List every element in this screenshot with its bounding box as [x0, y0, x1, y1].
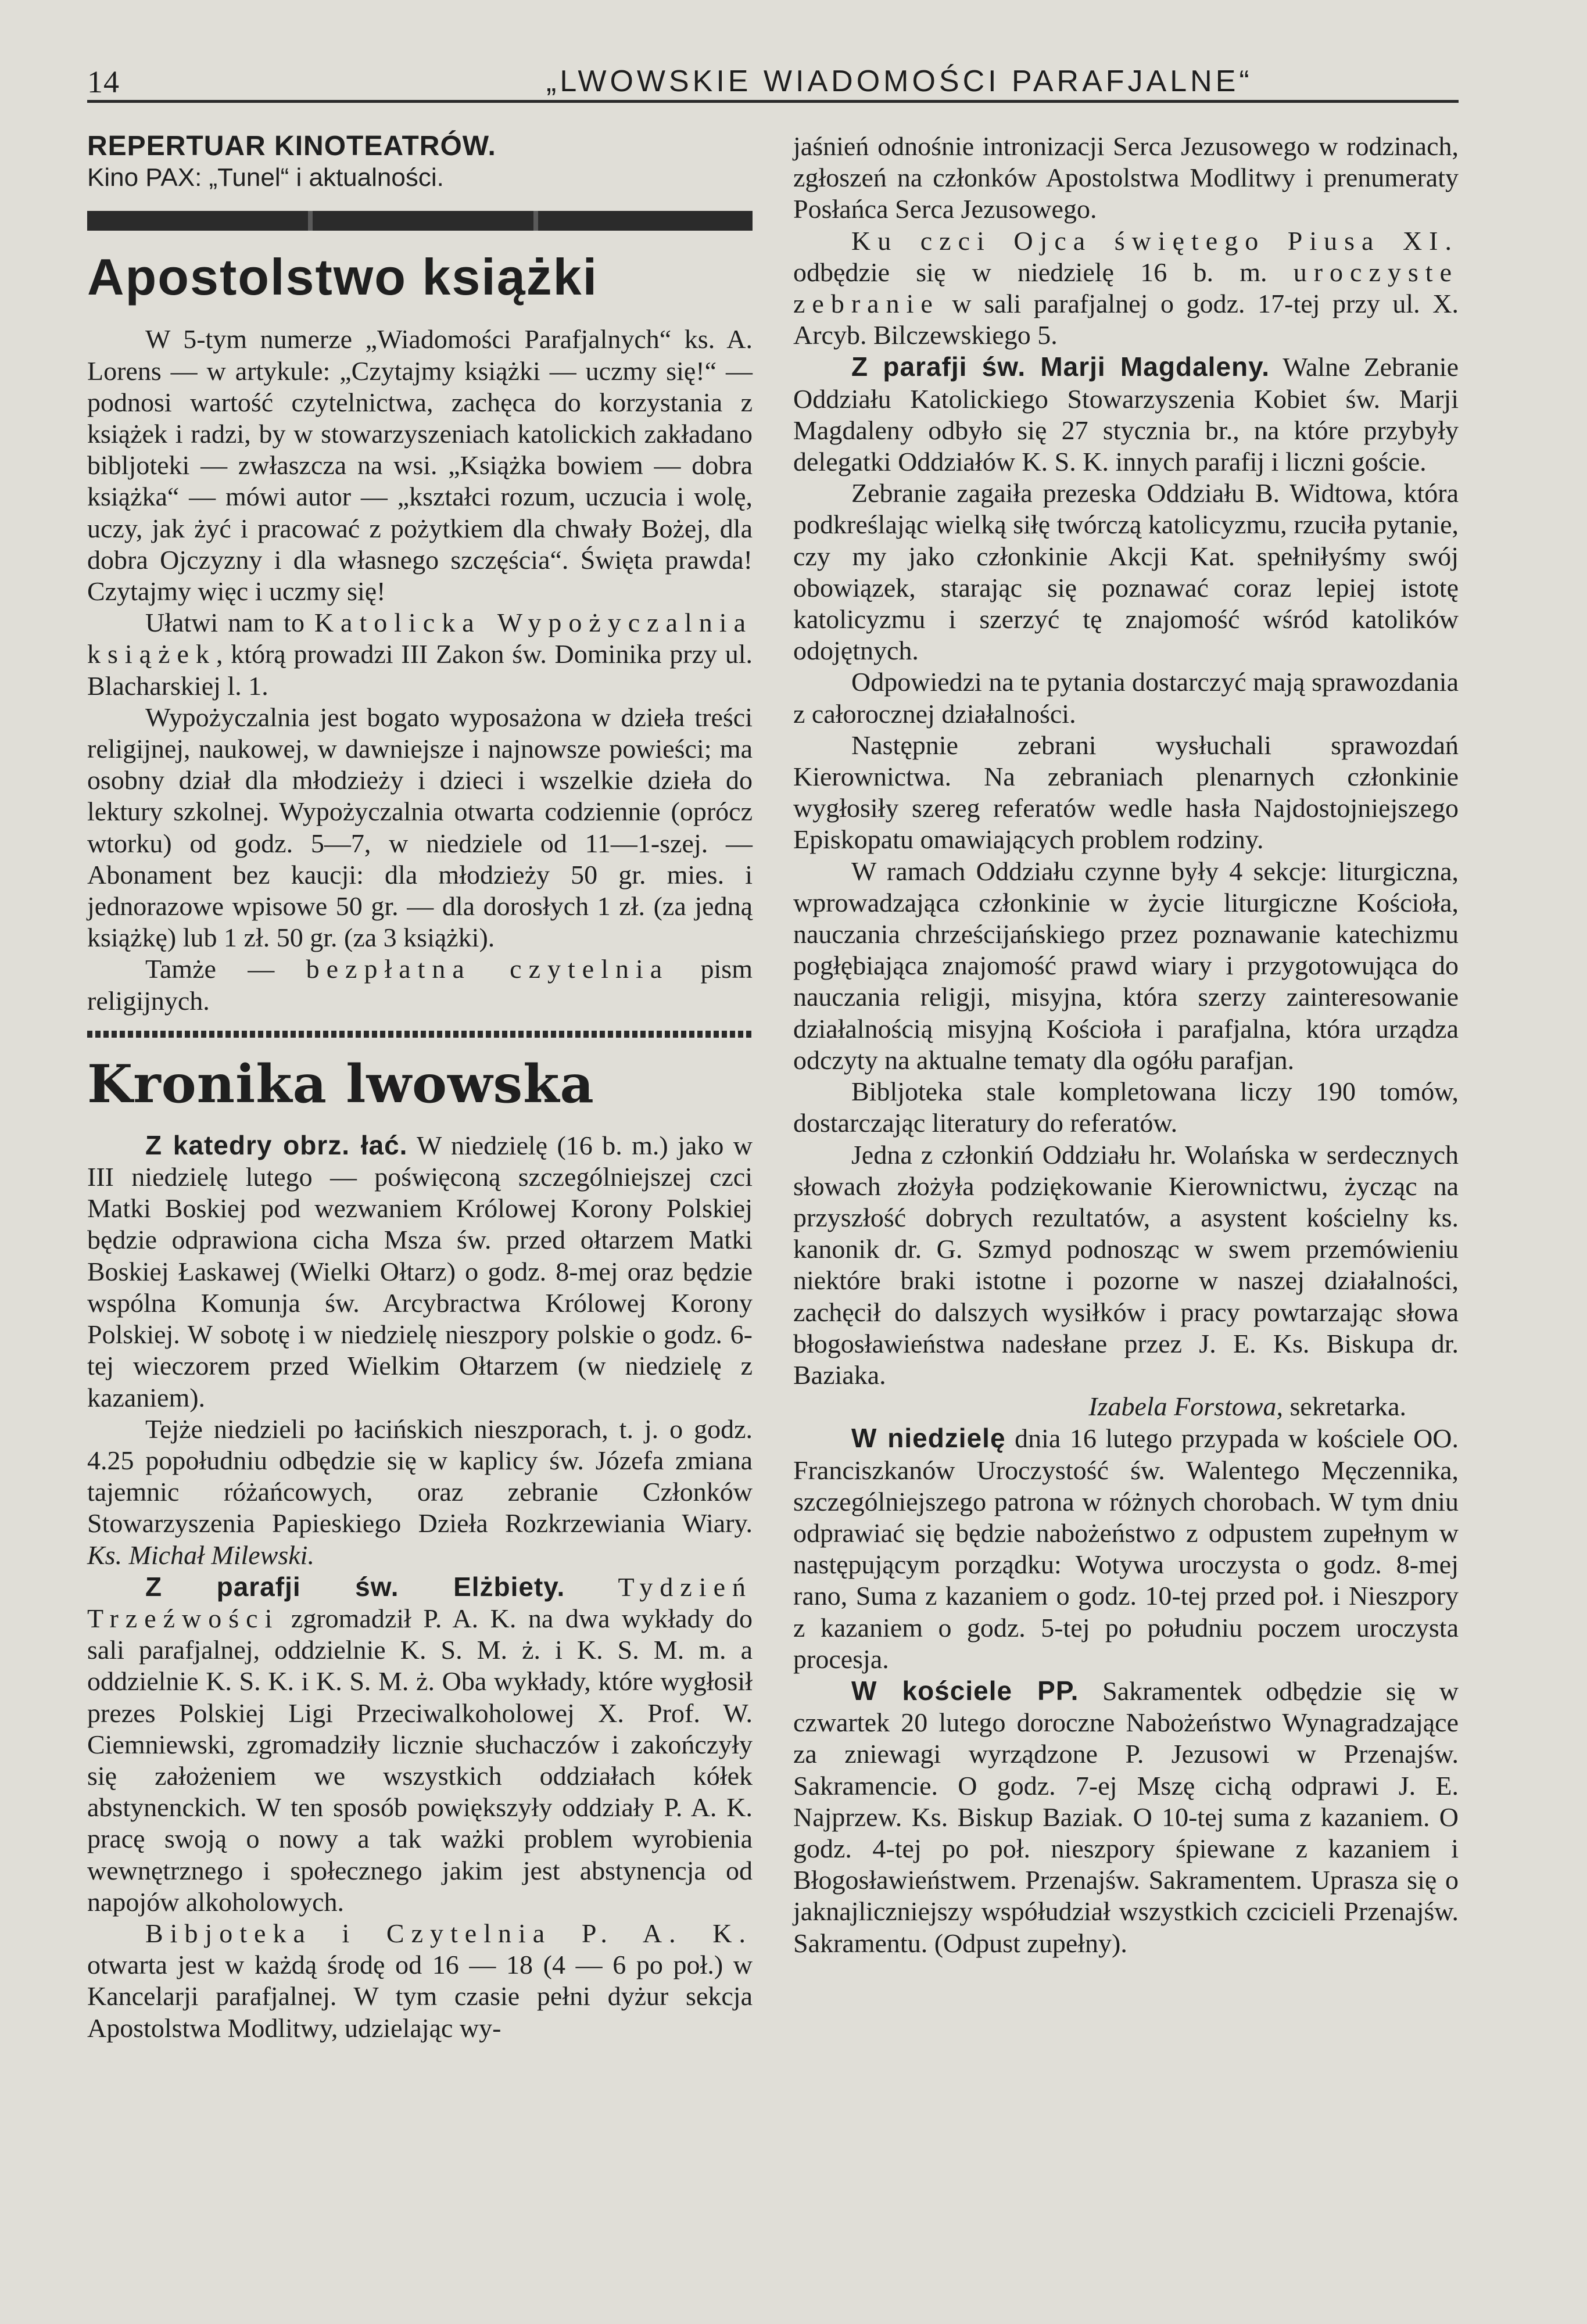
- text: zgromadził P. A. K. na dwa wykłady do sali parafjalnej, oddzielnie K. S. M. ż. i K. S. M. m. a oddzielnie K. S. K. i K. S. M. ż. Oba wykłady, które wygłosił prezes Polskiej Ligi Przeciwalkoholowej X. Prof. W. Ciemniewski, zgromadziły licznie słuchaczów i zakończyły się założeniem we wszystkich oddziałach kółek abstynenckich. W ten sposób powiększyły oddziały P. A. K. pracę swoją o nowy a tak ważki problem wyrobienia wewnętrznego i społecznego jakim jest abstynencja od napojów alkoholowych.: [87, 1603, 753, 1917]
- paragraph: W 5-tym numerze „Wiadomości Parafjalnych“ ks. A. Lorens — w artykule: „Czytajmy książki — uczmy się!“ — podnosi wartość czytelnictwa, zachęca do korzystania z książek i radzi, by w stowarzyszeniach katolickich zakładano bibljoteki — zwłaszcza na wsi. „Książka bowiem — dobra książka“ — mówi autor — „kształci rozum, uczucia i wolę, uczy, jak żyć i pracować z pożytkiem dla chwały Bożej, dla dobra Ojczyzny i dla własnego szczęścia“. Święta prawda! Czytajmy więc i uczmy się!: [87, 324, 753, 607]
- emphasis-spaced: Ku czci Ojca świętego Piusa XI.: [851, 225, 1459, 256]
- left-column: [87, 131, 753, 2044]
- emphasis-spaced: bezpłatna czytelnia: [306, 954, 669, 984]
- lead-in: W kościele PP.: [851, 1675, 1079, 1706]
- paragraph: [793, 225, 1459, 352]
- paragraph: [793, 1422, 1459, 1675]
- text: Tejże niedzieli po łacińskich nieszporach, t. j. o godz. 4.25 popołudniu odbędzie się w kaplicy św. Józefa zmiana tajemnic różańcowych, oraz zebranie Członków Stowarzyszenia Papieskiego Dzieła Rozkrzewiania Wiary.: [87, 1414, 753, 1538]
- paragraph: Jedna z członkiń Oddziału hr. Wolańska w serdecznych słowach złożyła podziękowanie Kierownictwu, życząc na przyszłość dobrych rezultatów, a asystent kościelny ks. kanonik dr. G. Szmyd podnosząc w swem przemówieniu niektóre braki istotne i pozorne w naszej działalności, zachęcił do dalszych wysiłków i pracy powtarzając słowa błogosławieństwa nadesłane przez J. E. Ks. Biskupa dr. Baziaka.: [793, 1139, 1459, 1390]
- repertoire-line: Kino PAX: „Tunel“ i aktualności.: [87, 163, 444, 192]
- signature-role: sekretarka.: [1283, 1391, 1406, 1422]
- paragraph: Zebranie zagaiła prezeska Oddziału B. Widtowa, która podkreślając wielką siłę twórczą katolicyzmu, rzuciła pytanie, czy my jako członkinie Akcji Kat. spełniłyśmy swój obowiązek, starając się poznawać coraz lepiej istotę katolicyzmu i szerzyć tę znajomość wśród katolików odojętnych.: [793, 478, 1459, 666]
- paragraph: jaśnień odnośnie intronizacji Serca Jezusowego w rodzinach, zgłoszeń na członków Apostolstwa Modlitwy i prenumeraty Posłańca Serca Jezusowego.: [793, 131, 1459, 224]
- text: dnia 16 lutego przypada w kościele OO. Franciszkanów Uroczystość św. Walentego Męczennika, szczególniejszego patrona w różnych chorobach. W tym dniu odprawiać się będzie nabożeństwo z odpustem zupełnym w następującym porządku: Wotywa uroczysta o godz. 8-mej rano, Suma z kazaniem o godz. 10-tej przed poł. i Nieszpory z kazaniem o godz. 5-tej po południu poczem uroczysta procesja.: [793, 1423, 1459, 1674]
- paragraph: Odpowiedzi na te pytania dostarczyć mają sprawozdania z całorocznej działalności.: [793, 667, 1459, 729]
- paragraph: W ramach Oddziału czynne były 4 sekcje: liturgiczna, wprowadzająca członkinie w życie liturgiczne Kościoła, nauczania chrześcijańskiego przez poznawanie katechizmu pogłębiająca znajomość prawd wiary i przygotowująca do nauczania religji, misyjna, która szerzy zainteresowanie działalnością misyjną Kościoła i parafjalna, która urządza odczyty na aktualne tematy dla ogółu parafjan.: [793, 856, 1459, 1075]
- signature: Ks. Michał Milewski.: [87, 1540, 314, 1570]
- paragraph: Bibljoteka stale kompletowana liczy 190 tomów, dostarczając literatury do referatów.: [793, 1077, 1459, 1138]
- text: pism religijnych.: [87, 954, 753, 1016]
- paragraph: [87, 607, 753, 702]
- emphasis-spaced: Bibjoteka i Czytelnia P. A. K.: [145, 1918, 753, 1948]
- text: W niedzielę (16 b. m.) jako w III niedzielę lutego — poświęconą szczególniejszej czci Matki Boskiej pod wezwaniem Królowej Korony Polskiej będzie odprawiona cicha Msza św. przed ołtarzem Matki Boskiej Łaskawej (Wielki Ołtarz) o godz. 8-mej oraz będzie wspólna Komunja św. Arcybractwa Królowej Korony Polskiej. W sobotę i w niedzielę nieszpory polskie o godz. 6-tej wieczorem przed Wielkim Ołtarzem (w niedzielę z kazaniem).: [87, 1130, 753, 1412]
- header-rule: [87, 100, 1459, 103]
- text: , którą prowadzi III Zakon św. Dominika przy ul. Blacharskiej l. 1.: [87, 639, 753, 701]
- paragraph: [87, 1414, 753, 1571]
- heading-kronika: Kronika lwowska: [87, 1053, 594, 1115]
- emphasis-spaced: Katolicka Wypożyczalnia książek: [87, 608, 753, 669]
- section-divider-bar: [87, 211, 753, 231]
- lead-in: Z katedry obrz. łać.: [145, 1129, 408, 1160]
- emphasis-spaced: Tydzień Trzeźwości: [87, 1572, 753, 1633]
- paragraph: [87, 1129, 753, 1414]
- paragraph: [87, 1571, 753, 1918]
- emphasis-spaced: uroczyste zebranie: [793, 257, 1459, 319]
- page-number: 14: [87, 64, 120, 99]
- lead-in: Z parafji św. Marji Magdaleny.: [851, 352, 1270, 382]
- running-title: „LWOWSKIE WIADOMOŚCI PARAFJALNE“: [546, 64, 1253, 98]
- paragraph: [793, 1675, 1459, 1959]
- text: Sakramentek odbędzie się w czwartek 20 lutego doroczne Nabożeństwo Wynagradzające za zniewagi wyrządzone P. Jezusowi w Przenajśw. Sakramencie. O godz. 7-ej Mszę cichą odprawi J. E. Najprzew. Ks. Biskup Baziak. O 10-tej suma z kazaniem. O godz. 4-tej po poł. nieszpory śpiewane z kazaniem i Błogosławieństwem. Przenajśw. Sakramentem. Uprasza się o jaknajliczniejszy współudział wszystkich czcicieli Przenajśw. Sakramentu. (Odpust zupełny).: [793, 1676, 1459, 1958]
- text: otwarta jest w każdą środę od 16 — 18 (4 — 6 po poł.) w Kancelarji parafjalnej. W tym czasie pełni dyżur sekcja Apostolstwa Modlitwy, udzielając wy-: [87, 1950, 753, 2043]
- text: Ułatwi nam to: [145, 608, 314, 638]
- paragraph: [793, 351, 1459, 478]
- text: w sali parafjalnej o godz. 17-tej przy ul. X. Arcyb. Bilczewskiego 5.: [793, 289, 1459, 350]
- lead-in: Z parafji św. Elżbiety.: [145, 1571, 565, 1602]
- lead-in: W niedzielę: [851, 1423, 1006, 1454]
- page-header: [87, 52, 1459, 105]
- text: Tamże —: [145, 954, 306, 984]
- paragraph: Wypożyczalnia jest bogato wyposażona w dzieła treści religijnej, naukowej, w dawniejsze i najnowsze powieści; ma osobny dział dla młodzieży i dzieci i wszelkie dzieła do lektury szkolnej. Wypożyczalnia otwarta codziennie (oprócz wtorku) od godz. 5—7, w niedziele od 11—1-szej. — Abonament bez kaucji: dla młodzieży 50 gr. mies. i jednorazowe wpisowe 50 gr. — dla dorosłych 1 zł. (za jedną książkę) lub 1 zł. 50 gr. (za 3 książki).: [87, 702, 753, 953]
- text: odbędzie się w niedzielę 16 b. m.: [793, 257, 1294, 287]
- repertoire-title: REPERTUAR KINOTEATRÓW.: [87, 131, 496, 162]
- heading-apostolstwo: Apostolstwo książki: [87, 248, 599, 306]
- paragraph: Następnie zebrani wysłuchali sprawozdań Kierownictwa. Na zebraniach plenarnych członkinie wygłosiły szereg referatów wedle hasła Najdostojniejszego Episkopatu omawiających problem rodziny.: [793, 730, 1459, 855]
- signature-line: [793, 1391, 1459, 1422]
- paragraph: [87, 953, 753, 1016]
- text: Walne Zebranie Oddziału Katolickiego Stowarzyszenia Kobiet św. Marji Magdaleny odbyło się 27 stycznia br., na które przybyły delegatki Oddziałów K. S. K. innych parafij i liczni goście.: [793, 352, 1459, 477]
- right-column: [793, 131, 1459, 1959]
- paragraph: [87, 1918, 753, 2044]
- signature-name: Izabela Forstowa,: [1088, 1391, 1283, 1422]
- dotted-divider: [87, 1031, 753, 1038]
